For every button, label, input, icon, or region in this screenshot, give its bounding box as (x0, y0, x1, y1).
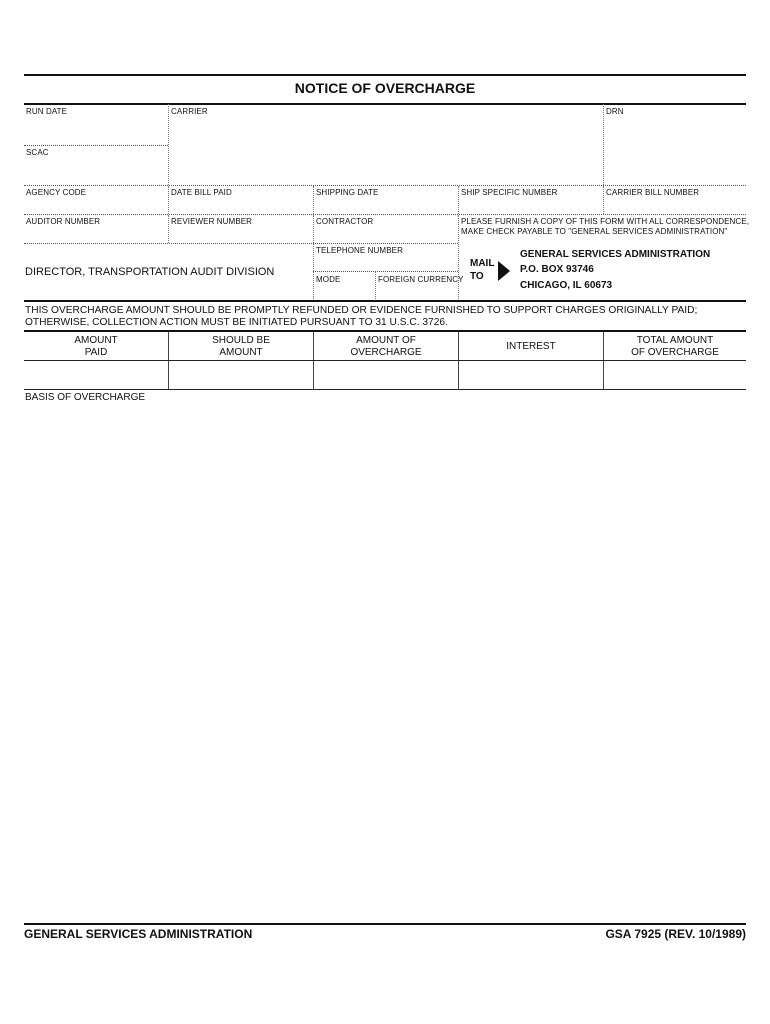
shipping-date-field[interactable] (316, 198, 454, 212)
foreign-currency-label: FOREIGN CURRENCY (378, 275, 464, 284)
col-interest (459, 341, 603, 353)
divider (24, 145, 168, 146)
reviewer-number-field[interactable] (171, 227, 309, 241)
carrier-label: CARRIER (171, 107, 208, 116)
col-header-line: SHOULD BE (212, 335, 270, 346)
divider (375, 272, 376, 301)
divider (24, 185, 746, 186)
agency-code-label: AGENCY CODE (26, 188, 87, 197)
furnish-instruction-1: PLEASE FURNISH A COPY OF THIS FORM WITH ALL CORRESPONDENCE, (461, 217, 750, 226)
divider (168, 104, 169, 185)
mail-address-line3: CHICAGO, IL 60673 (520, 280, 613, 291)
divider (313, 271, 458, 272)
should-be-amount-field[interactable] (171, 363, 311, 387)
title-rule (24, 103, 746, 105)
col-header-line: AMOUNT (219, 347, 263, 358)
ship-specific-number-field[interactable] (461, 198, 599, 212)
top-rule (24, 74, 746, 76)
shipping-date-label: SHIPPING DATE (316, 188, 379, 197)
drn-label: DRN (606, 107, 624, 116)
divider (24, 214, 746, 215)
col-header-line: TOTAL AMOUNT (636, 335, 714, 346)
col-amount-paid (24, 335, 168, 359)
telephone-number-field[interactable] (316, 256, 454, 268)
col-header-line: OF OVERCHARGE (631, 347, 719, 358)
form-title: NOTICE OF OVERCHARGE (294, 80, 476, 96)
divider (313, 215, 314, 301)
divider (24, 330, 746, 332)
divider (313, 186, 314, 214)
divider (458, 186, 459, 214)
col-total-amount-of-overcharge (604, 335, 746, 359)
carrier-bill-number-field[interactable] (606, 198, 744, 212)
foreign-currency-field[interactable] (378, 285, 456, 299)
notice-text-2: OTHERWISE, COLLECTION ACTION MUST BE INITIATED PURSUANT TO 31 U.S.C. 3726. (25, 317, 448, 328)
amount-of-overcharge-field[interactable] (316, 363, 456, 387)
amount-paid-field[interactable] (26, 363, 166, 387)
divider (458, 215, 459, 301)
telephone-number-label: TELEPHONE NUMBER (316, 246, 403, 255)
footer-form-number: GSA 7925 (REV. 10/1989) (605, 927, 746, 941)
auditor-number-label: AUDITOR NUMBER (26, 217, 101, 226)
date-bill-paid-label: DATE BILL PAID (171, 188, 232, 197)
furnish-instruction-2: MAKE CHECK PAYABLE TO "GENERAL SERVICES ADMINISTRATION" (461, 227, 728, 236)
mail-address-line1: GENERAL SERVICES ADMINISTRATION (520, 249, 711, 260)
col-should-be-amount (169, 335, 313, 359)
divider (24, 389, 746, 390)
reviewer-number-label: REVIEWER NUMBER (171, 217, 253, 226)
director-title: DIRECTOR, TRANSPORTATION AUDIT DIVISION (25, 266, 275, 278)
contractor-label: CONTRACTOR (316, 217, 374, 226)
drn-field[interactable] (606, 118, 744, 182)
total-amount-field[interactable] (606, 363, 744, 387)
carrier-bill-number-label: CARRIER BILL NUMBER (606, 188, 700, 197)
mode-label: MODE (316, 275, 341, 284)
col-header-line: AMOUNT (74, 335, 118, 346)
to-label: TO (470, 271, 484, 282)
divider (603, 104, 604, 185)
footer-agency: GENERAL SERVICES ADMINISTRATION (24, 927, 253, 941)
scac-label: SCAC (26, 148, 49, 157)
col-header-line: PAID (84, 347, 108, 358)
mode-field[interactable] (316, 285, 372, 299)
footer-rule (24, 923, 746, 925)
divider (24, 360, 746, 361)
interest-field[interactable] (461, 363, 601, 387)
divider (168, 186, 169, 214)
divider (168, 215, 169, 243)
mail-address-line2: P.O. BOX 93746 (520, 264, 594, 275)
divider (24, 243, 458, 244)
col-header-line: INTEREST (506, 341, 556, 352)
scac-field[interactable] (26, 158, 164, 182)
date-bill-paid-field[interactable] (171, 198, 309, 212)
basis-of-overcharge-field[interactable] (26, 406, 744, 918)
run-date-label: RUN DATE (26, 107, 68, 116)
mail-label: MAIL (470, 258, 495, 269)
col-amount-of-overcharge (314, 335, 458, 359)
run-date-field[interactable] (26, 118, 164, 142)
divider (603, 186, 604, 214)
col-header-line: AMOUNT OF (356, 335, 416, 346)
agency-code-field[interactable] (26, 198, 164, 212)
notice-text-1: THIS OVERCHARGE AMOUNT SHOULD BE PROMPTLY REFUNDED OR EVIDENCE FURNISHED TO SUPPORT CHARGES ORIGINALLY PAID; (25, 305, 698, 316)
carrier-field[interactable] (171, 118, 599, 182)
arrow-right-icon (498, 261, 510, 281)
col-header-line: OVERCHARGE (350, 347, 422, 358)
basis-of-overcharge-label: BASIS OF OVERCHARGE (25, 392, 146, 403)
auditor-number-field[interactable] (26, 227, 164, 241)
contractor-field[interactable] (316, 227, 454, 241)
ship-specific-number-label: SHIP SPECIFIC NUMBER (461, 188, 558, 197)
divider (24, 300, 746, 302)
